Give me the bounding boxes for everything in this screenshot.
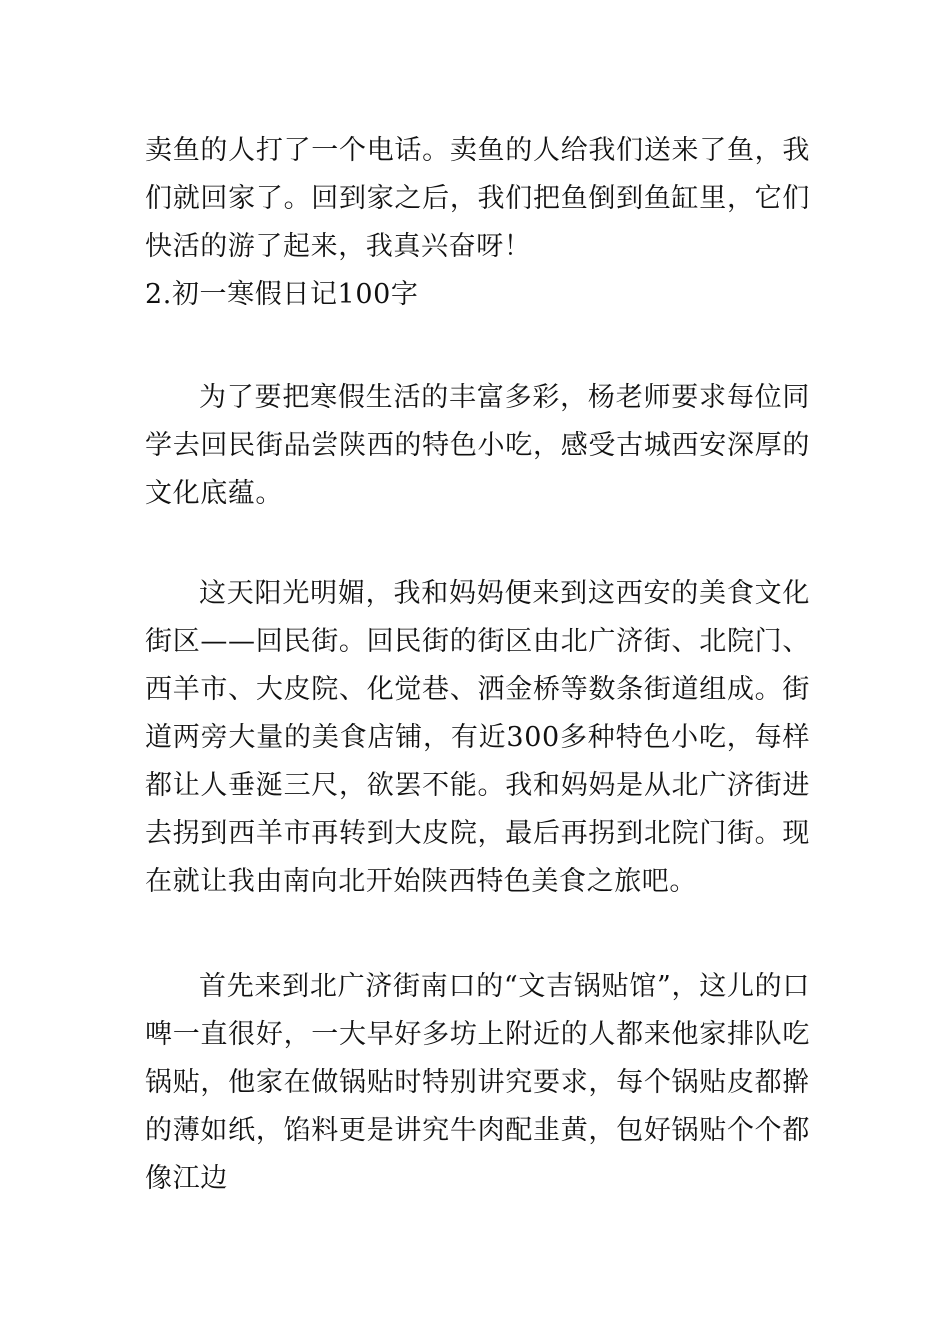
- paragraph-muslim-street: 这天阳光明媚，我和妈妈便来到这西安的美食文化街区——回民街。回民街的街区由北广济街、北院门、西羊市、大皮院、化觉巷、洒金桥等数条街道组成。街道两旁大量的美食店铺，有近300多种特色小吃，每样都让人垂涎三尺，欲罢不能。我和妈妈是从北广济街进去拐到西羊市再转到大皮院，最后再拐到北院门街。现在就让我由南向北开始陕西特色美食之旅吧。: [145, 578, 810, 897]
- section-heading: 2.初一寒假日记100字: [145, 279, 419, 310]
- paragraph-winter-assignment: 为了要把寒假生活的丰富多彩，杨老师要求每位同学去回民街品尝陕西的特色小吃，感受古城西安深厚的文化底蕴。: [145, 382, 810, 509]
- paragraph-fish-continuation: 卖鱼的人打了一个电话。卖鱼的人给我们送来了鱼，我们就回家了。回到家之后，我们把鱼倒到鱼缸里，它们快活的游了起来，我真兴奋呀！: [145, 135, 810, 262]
- document-body: [145, 127, 810, 1203]
- paragraph-wenji-potstickers: 首先来到北广济街南口的“文吉锅贴馆”，这儿的口啤一直很好，一大早好多坊上附近的人都来他家排队吃锅贴，他家在做锅贴时特别讲究要求，每个锅贴皮都擀的薄如纸，馅料更是讲究牛肉配韭黄，包好锅贴个个都像江边: [145, 971, 810, 1194]
